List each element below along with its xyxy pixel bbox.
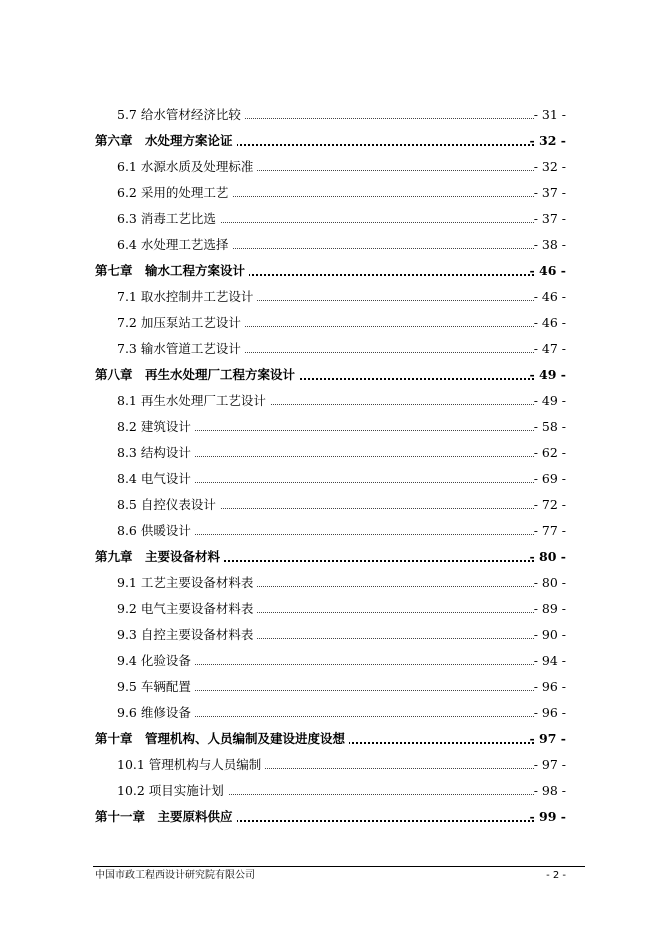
- toc-entry-page: - 72 -: [533, 497, 566, 512]
- toc-entry-page: - 46 -: [533, 289, 566, 304]
- toc-entry-title: 9.6 维修设备: [117, 702, 195, 724]
- toc-section-entry[interactable]: [0, 416, 662, 438]
- toc-entry-page: - 46 -: [533, 315, 566, 330]
- toc-entry-title: 7.2 加压泵站工艺设计: [117, 312, 245, 334]
- toc-entry-title: 6.1 水源水质及处理标准: [117, 156, 257, 178]
- toc-section-entry[interactable]: [0, 624, 662, 646]
- toc-entry-page: - 80 -: [529, 549, 566, 564]
- toc-entry-page: - 94 -: [533, 653, 566, 668]
- toc-entry-page: - 37 -: [533, 211, 566, 226]
- toc-entry-title: 6.4 水处理工艺选择: [117, 234, 232, 256]
- toc-entry-title: 8.5 自控仪表设计: [117, 494, 220, 516]
- toc-entry-title: 第六章 水处理方案论证: [95, 130, 237, 152]
- toc-section-entry[interactable]: [0, 494, 662, 516]
- footer-divider: [93, 866, 585, 867]
- toc-entry-page: - 96 -: [533, 679, 566, 694]
- toc-section-entry[interactable]: [0, 702, 662, 724]
- toc-section-entry[interactable]: [0, 234, 662, 256]
- footer-page-number: - 2 -: [546, 870, 566, 881]
- toc-entry-title: 9.1 工艺主要设备材料表: [117, 572, 257, 594]
- toc-entry-page: - 69 -: [533, 471, 566, 486]
- toc-entry-page: - 77 -: [533, 523, 566, 538]
- toc-entry-page: - 80 -: [533, 575, 566, 590]
- footer-organization: 中国市政工程西设计研究院有限公司: [95, 870, 255, 881]
- toc-section-entry[interactable]: [0, 338, 662, 360]
- toc-section-entry[interactable]: [0, 286, 662, 308]
- toc-section-entry[interactable]: [0, 520, 662, 542]
- toc-entry-title: 6.3 消毒工艺比选: [117, 208, 220, 230]
- toc-entry-page: - 32 -: [533, 159, 566, 174]
- toc-entry-page: - 31 -: [533, 107, 566, 122]
- toc-section-entry[interactable]: [0, 104, 662, 126]
- toc-section-entry[interactable]: [0, 650, 662, 672]
- toc-chapter-entry[interactable]: [0, 546, 662, 568]
- toc-entry-title: 9.3 自控主要设备材料表: [117, 624, 257, 646]
- toc-entry-title: 第八章 再生水处理厂工程方案设计: [95, 364, 299, 386]
- toc-entry-page: - 97 -: [533, 757, 566, 772]
- toc-section-entry[interactable]: [0, 468, 662, 490]
- toc-entry-page: - 89 -: [533, 601, 566, 616]
- toc-section-entry[interactable]: [0, 780, 662, 802]
- toc-entry-title: 9.5 车辆配置: [117, 676, 195, 698]
- toc-entry-page: - 46 -: [529, 263, 566, 278]
- toc-entry-page: - 97 -: [529, 731, 566, 746]
- toc-section-entry[interactable]: [0, 312, 662, 334]
- toc-entry-page: - 90 -: [533, 627, 566, 642]
- toc-chapter-entry[interactable]: [0, 728, 662, 750]
- toc-entry-title: 7.3 输水管道工艺设计: [117, 338, 245, 360]
- toc-chapter-entry[interactable]: [0, 364, 662, 386]
- toc-entry-title: 9.4 化验设备: [117, 650, 195, 672]
- toc-entry-page: - 58 -: [533, 419, 566, 434]
- toc-section-entry[interactable]: [0, 598, 662, 620]
- toc-section-entry[interactable]: [0, 182, 662, 204]
- toc-entry-title: 7.1 取水控制井工艺设计: [117, 286, 257, 308]
- toc-chapter-entry[interactable]: [0, 130, 662, 152]
- toc-section-entry[interactable]: [0, 208, 662, 230]
- toc-chapter-entry[interactable]: [0, 806, 662, 828]
- toc-entry-title: 第十一章 主要原料供应: [95, 806, 237, 828]
- toc-entry-page: - 49 -: [529, 367, 566, 382]
- toc-entry-page: - 62 -: [533, 445, 566, 460]
- toc-section-entry[interactable]: [0, 442, 662, 464]
- toc-entry-title: 6.2 采用的处理工艺: [117, 182, 232, 204]
- toc-section-entry[interactable]: [0, 156, 662, 178]
- toc-entry-title: 5.7 给水管材经济比较: [117, 104, 245, 126]
- toc-entry-page: - 98 -: [533, 783, 566, 798]
- toc-entry-title: 10.1 管理机构与人员编制: [117, 754, 265, 776]
- toc-entry-title: 10.2 项目实施计划: [117, 780, 228, 802]
- toc-entry-title: 第七章 输水工程方案设计: [95, 260, 249, 282]
- toc-entry-title: 8.3 结构设计: [117, 442, 195, 464]
- toc-section-entry[interactable]: [0, 572, 662, 594]
- toc-entry-page: - 49 -: [533, 393, 566, 408]
- toc-section-entry[interactable]: [0, 390, 662, 412]
- toc-entry-page: - 96 -: [533, 705, 566, 720]
- toc-entry-title: 8.4 电气设计: [117, 468, 195, 490]
- toc-section-entry[interactable]: [0, 676, 662, 698]
- toc-entry-title: 9.2 电气主要设备材料表: [117, 598, 257, 620]
- toc-entry-title: 8.2 建筑设计: [117, 416, 195, 438]
- toc-entry-page: - 37 -: [533, 185, 566, 200]
- toc-entry-page: - 99 -: [529, 809, 566, 824]
- toc-entry-title: 8.1 再生水处理厂工艺设计: [117, 390, 270, 412]
- toc-entry-page: - 47 -: [533, 341, 566, 356]
- toc-entry-title: 第九章 主要设备材料: [95, 546, 224, 568]
- toc-entry-title: 第十章 管理机构、人员编制及建设进度设想: [95, 728, 349, 750]
- toc-entry-page: - 38 -: [533, 237, 566, 252]
- toc-section-entry[interactable]: [0, 754, 662, 776]
- toc-entry-title: 8.6 供暖设计: [117, 520, 195, 542]
- toc-chapter-entry[interactable]: [0, 260, 662, 282]
- toc-entry-page: - 32 -: [529, 133, 566, 148]
